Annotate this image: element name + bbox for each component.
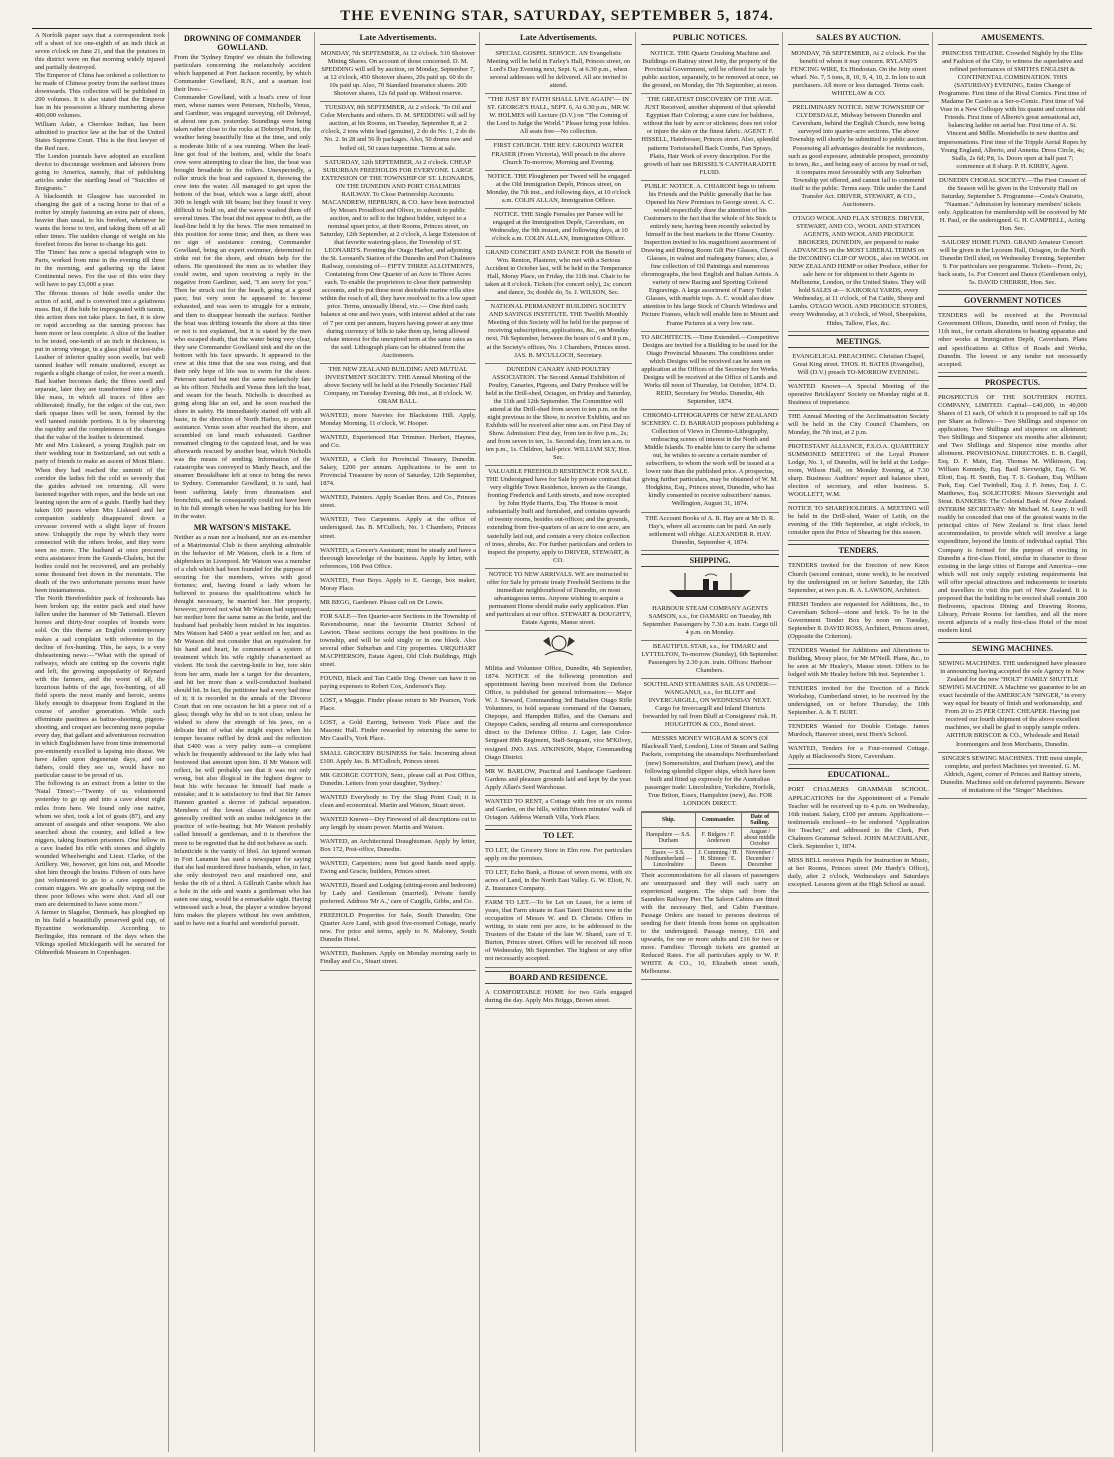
advertisement: SMALL GROCERY BUSINESS for Sale. Incoming about £100. Apply Jas. B. M'Culloch, Princes street. <box>320 748 476 770</box>
column-heading: Late Advertisements. <box>485 32 632 45</box>
advertisement: WANTED, an Architectural Draughtsman. Apply by letter, Box 172, Post-office, Dunedin. <box>320 836 476 858</box>
advertisement: NATIONAL PERMANENT BUILDING SOCIETY AND SAVINGS INSTITUTE. THE Twelfth Monthly Meeting of this Society will be held for the purpose of receiving subscriptions, applications, &c., on Monday next, 7th September, between the hours of 6 and 8 p.m., at the Society's offices, No. 1 Chambers, Princes street. JAS. B. M'CULLOCH, Secretary. <box>485 301 632 363</box>
table-header-cell: Ship. <box>642 812 696 827</box>
table-header-cell: Date of Sailing. <box>741 812 778 827</box>
advertisement: LOST, a Maggie. Finder please return to Mr Pearson, York Place. <box>320 695 476 717</box>
advertisement: GRAND CONCERT AND DANCE FOR the Benefit of Wm. Renton, Plasterer, who met with a Serious Accident in October last, will be held in the Temperance Hall, Moray Place, on Friday, the 11th inst. Chair to be taken at 8 o'clock. Tickets (for concert only), 2s; concert and dance, 3s; double do, 5s. J. WILSON, Sec. <box>485 247 632 301</box>
table-header-row <box>642 812 779 827</box>
table-cell: August / about middle October <box>741 827 778 848</box>
column-public-notices <box>638 32 783 1452</box>
advertisement: WANTED, Bushmen. Apply on Monday morning early to Findlay and Co., Stuart street. <box>320 948 476 970</box>
advertisement: SEWING MACHINES. THE undersigned have pleasure in announcing having accepted the sole Agency in New Zealand for the new "HOLT" FAMILY SHUTTLE SEWING MACHINE. A Machine we guarantee to be an exact facsimile of the AMERICAN "SINGER," in every way equal for beauty of finish and workmanship, and From 20 to 25 PER CENT. CHEAPER. Having just received our fourth shipment of the above excellent machines, we shall be glad to supply sample orders. ARTHUR BRISCOE & CO., Wholesale and Retail Ironmongers and Iron Merchants, Dunedin. <box>938 658 1087 753</box>
advertisement: MR GEORGE COTTON, Senr., please call at Post Office, Dunedin. Letters from your daughter, 'Sydney.' <box>320 770 476 792</box>
news-paragraph: The Emperor of China has ordered a collection to be made of Chinese poetry from the earliest times downwards. This collection will be published in 200 volumes. It is also stated that the Emperor has in his possession a library numbering above 400,000 volumes. <box>35 72 165 120</box>
advertisement: SPECIAL GOSPEL SERVICE. AN Evangelistic Meeting will be held in Farley's Hall, Princes street, on Lord's Day Evening next, Sept. 6, at 6.30 p.m., when several addresses will be delivered. All are invited to attend. <box>485 48 632 94</box>
advertisement: MESSRS MONEY WIGRAM & SON'S (Of Blackwall Yard, London), Line of Steam and Sailing Packets, comprising the steamships Northumberland (new) Somersetshire, and Durham (new), and the following splendid clipper ships, which have been built and fitted up expressly for the Australian passenger trade: Lincolnshire, Yorkshire, Norfolk, True Briton, Essex, Hampshire (new), &c. FOR LONDON DIRECT. <box>641 733 779 811</box>
advertisement: NOTICE. THE Quartz Crushing Machine and Buildings on Rattray street Jetty, the property of the Provincial Government, will be offered for sale by public auction, separately, to be removed at once, on the ground, on Monday, the 7th September, at noon. <box>641 48 779 94</box>
advertisement: TO LET, the Grocery Store in Elm row. For particulars apply on the premises. <box>485 845 632 867</box>
advertisement: WANTED Known—A Special Meeting of the operative Bricklayers' Society on Monday night at 8. Business of importance. <box>788 381 929 411</box>
advertisement: FARM TO LET.—To be Let on Lease, for a term of years, that Farm situate in East Taieri District now in the occupation of Messrs W. and D. Christie. Offers in writing, to state rent per acre, to be addressed to the Trustees of the Estate of the late W. Shand, care of T. Burton, Princes street. Offers will be received till noon of Wednesday, 9th September. The highest or any offer not necessarily accepted. <box>485 897 632 967</box>
column-heading: Late Advertisements. <box>320 32 476 45</box>
news-paragraph: The 'Times' has now a special telegraph wire to Paris, worked from nine in the evening till three in the morning, and gathering up the latest Continental news. For the use of this wire they will have to pay £3,000 a year. <box>35 249 165 289</box>
advertisement: A COMFORTABLE HOME for two Girls engaged during the day. Apply Mrs Briggs, Brown street. <box>485 987 632 1009</box>
advertisement: WANTED, Painters. Apply Scanlan Bros. and Co., Princes street. <box>320 492 476 514</box>
advertisement: PROTESTANT ALLIANCE, F.S.O.A. QUARTERLY SUMMONED MEETING of the Loyal Pioneer Lodge, No. 1, of Dunedin, will be held at the Lodge-room, Wilson Hall, on Monday Evening, at 7.30 sharp. Business: Auditors' report and balance sheet, election of secretary, and other business. S. WOOLLETT, W.M. <box>788 441 929 503</box>
advertisement: DUNEDIN CANARY AND POULTRY ASSOCIATION. The Second Annual Exhibition of Poultry, Canaries, Pigeons, and Dairy Produce will be held in the Drill-shed, Octagon, on Friday and Saturday, the 11th and 12th September. The Committee will attend at the Drill-shed from seven to ten p.m. on the night previous to the Show, to receive Exhibits, and no Exhibits will be received after nine a.m. on First Day of Show. Admission: First day, from ten to five p.m., 2s; and from seven to ten, 1s. Second day, from ten a.m. to ten p.m., 1s. Children, half-price. WILLIAM SLY, Hon. Sec. <box>485 364 632 467</box>
advertisement: PORT CHALMERS GRAMMAR SCHOOL. APPLICATIONS for the Appointment of a Female Teacher will be received up to 4 p.m. on Wednesday, 16th instant. Salary, £100 per annum. Applications—testimonials enclosed—to be endorsed "Application for Teacher," and addressed to the Clerk, Port Chalmers Grammar School. JOHN MACFARLANE, Clerk. September 1, 1874. <box>788 784 929 854</box>
advertisement: MR BEGG, Gardener. Please call on Dr Lowis. <box>320 597 476 611</box>
advertisement: OTAGO WOOL AND FLAX STORES. DRIVER, STEWART, AND CO., WOOL AND STATION AGENTS, AND WOOL AND PRODUCE BROKERS, DUNEDIN, are prepared to make ADVANCES on the MOST LIBERAL TERMS on the INCOMING CLIP OF WOOL, also on WOOL on NEW ZEALAND HEMP or other Produce, either for sale here or for shipment to their Agents in Melbourne, London, or the United States. They will hold SALES at— KAIKORAI YARDS, every Wednesday, at 11 o'clock, of Fat Cattle, Sheep and Lambs. OTAGO WOOL AND PRODUCE STORES, every Wednesday, at 3 o'clock, of Wool, Sheepskins, Hides, Tallow, Flax, &c. <box>788 213 929 332</box>
advertisement: WANTED, Two Carpenters. Apply at the office of undersigned. Jas. B. M'Culloch, No. 1 Chambers, Princes street. <box>320 514 476 544</box>
advertisement: WANTED, Board and Lodging (sitting-room and bedroom) by Lady and Gentleman (married). Private family preferred. Address 'Mr A.,' care of Cargills, Gibbs, and Co. <box>320 880 476 910</box>
newspaper-masthead: THE EVENING STAR, SATURDAY, SEPTEMBER 5, 1874. <box>340 8 774 24</box>
column-articles <box>171 32 315 1452</box>
advertisement: BEAUTIFUL STAR, s.s., for TIMARU and LYTTELTON, To-morrow (Sunday), 6th September. Passengers by 2.30 p.m. train. Offices: Harbour Chambers. <box>641 641 779 679</box>
advertisement: EVANGELICAL PREACHING. Christian Chapel, Great King street. THOS. H. BATES (Evangelist), Will (D.V.) preach TO-MORROW EVENING. <box>788 351 929 381</box>
masthead-rule <box>32 28 1092 29</box>
advertisement: PUBLIC NOTICE. A. CHIARONI begs to inform his Friends and the Public generally that he has Opened his New Premises in George street. A. C. would respectfully draw the attention of his Customers to the fact that the whole of his Stock is entirely new, having been recently selected by himself in the best markets in the Home Country. Inspection invited to his magnificent assortment of Drawing and Dining Room Gilt Pier Glasses, Chevel Glasses, in walnut and mahogany frames; also, a fine collection of Oil Paintings and numerous chromographs, the best English and Italian Artists. A variety of new Racing and Sporting Colored Engravings. A large assortment of Fancy Toilet Glasses, with marble tops. A. C. would also draw attention to his large Stock of Church Windows and Picture Frames, which will enable him to Mount and Frame Pictures at a very low rate. <box>641 181 779 332</box>
advertisement: SAILORS' HOME FUND. GRAND Amateur Concert will be given in the Lyceum Hall, Octagon, in the North Dunedin Drill shed, on Wednesday Evening, September 9. For particulars see programme. Tickets—Front, 2s; back seats, 1s. For Concert and Dance (Gentlemen only), 5s. DAVID CHERRIE, Hon. Sec. <box>938 237 1087 291</box>
advertisement: WANTED, Experienced Hat Trimmer. Herbert, Haynes, and Co. <box>320 432 476 454</box>
advertisement: DUNEDIN CHORAL SOCIETY.—The First Concert of the Season will be given in the University Hall on Saturday, September 5. Programme—Costa's Oratorio, "Naaman." Admission by honorary members' tickets only. Application for membership will be received by Mr H. Paul, or the undersigned. G. H. CAMPBELL, Acting Hon. Sec. <box>938 175 1087 237</box>
article-title-watson: MR WATSON'S MISTAKE. <box>193 522 292 532</box>
column-heading: PUBLIC NOTICES. <box>641 32 779 45</box>
news-paragraph: The fibrous tissues of hide swells under the action of acid, and is converted into a gelatinous mass. But, if the hide be impregnated with tannin, this action does not take place. In fact, it is slow or rapid according as the tanning process has been more or less complete. A slice of the leather to be tested, one-tenth of an inch in thickness, is put in strong vinegar, in a glass phial or test-tube. Leather of inferior quality soon swells, but well tanned leather will remain unaltered, except as regards a slight change of color, for over a month. Bad leather becomes dark; the fibres swell and separate, later they are transformed into a jelly-like mass, in which all traces of fibre are obliterated; finally, for the edges of the cut, two dark opaque lines will be seen, formed by the well tanned outside portions. It is by observing the rapidity and the completeness of the changes that the value of the leather is determined. <box>35 289 165 442</box>
advertisement: FIRST CHURCH. THE REV. GROUND WATER FRASER (From Victoria), Will preach in the above Church To-morrow, Morning and Evening. <box>485 140 632 170</box>
article-title-drowning: DROWNING OF COMMANDER GOWLLAND. <box>183 34 302 52</box>
section-heading: SEWING MACHINES. <box>938 642 1087 655</box>
table-header-cell: Commander. <box>695 812 741 827</box>
table-cell: Essex — S.S. Northumberland — Lincolnshire <box>642 848 696 869</box>
advertisement: VALUABLE FREEHOLD RESIDENCE FOR SALE. THE Undersigned have for Sale by private contract that very eligible Town Residence, known as the Grange, fronting Frederick and Leith streets, and now occupied by John Hyde Harris, Esq. The House is most substantially built and furnished, and contains upwards of twenty rooms, besides out-offices; and the grounds, extending from five-quarters of an acre to one acre, are tastefully laid out, and contain a very choice collection of trees, shrubs, &c. For further particulars and orders to inspect the property, apply to DRIVER, STEWART, & CO. <box>485 466 632 569</box>
news-paragraph: A blacksmith in Glasgow has succeeded in changing the gait of a racing horse to that of a trotter by simply fastening an extra pair of shoes, heavier than usual, to his forefeet, whenever he wants the horse to trot, and taking them off at all other times. The sudden change of weight on his forefeet forces the horse to change his gait. <box>35 192 165 249</box>
advertisement: CHROMO-LITHOGRAPHS OF NEW ZEALAND SCENERY. C. D. BARRAUD proposes publishing a Collection of Views in Chromo-Lithography, embracing scenes of interest in the North and Middle Islands. To enable him to carry the scheme out, he wishes to secure a certain number of subscribers, to whom the work will be issued at a lower rate than the published price. A prospectus, giving further particulars, may be obtained of W. M. Hodgkins, Esq., Princes street, Dunedin, who has kindly consented to receive subscribers' names. Wellington, August 31, 1874. <box>641 410 779 513</box>
advertisement: TO ARCHITECTS.—Time Extended.—Competitive Designs are invited for a Building to be used for the Otago Provincial Museum. The conditions under which Designs will be received can be seen on application at the Offices of the Secretary for Works. Designs will be received at the Office of Lands and Works till noon of Thursday, 1st October, 1874. D. REID, Secretary for Works. Dunedin, 4th September, 1874. <box>641 332 779 410</box>
advertisement: FOUND, Black and Tan Cattle Dog. Owner can have it on paying expenses to Robert Cox, Anderson's Bay. <box>320 673 476 695</box>
article-paragraph: Infanticide is the vanity of libel. An injured woman in Fort Lanamie has sued a newspaper for saying that she had murdered three husbands, when, in fact, she only destroyed two and murdered one, and broke the rib of a third. A Gillruth Canbe which has a hole in the side and wants a gentleman who has eaten one sing, would be a remarkable sight. Having witnessed such a boat, the player a window beyond him makes the players without his own ambition, said to have not a fearful and wonderful pursuit. <box>174 847 311 927</box>
advertisement: WANTED, Four Boys. Apply to E. George, box maker, Moray Place. <box>320 575 476 597</box>
advertisement: WANTED Everybody to Try the Shag Point Coal; it is clean and economical. Martin and Watson, Stuart street. <box>320 792 476 814</box>
advertisement: TO LET, Echo Bank, a House of seven rooms, with six acres of Land, in the North East Valley. G. W. Eliott, N. Z. Insurance Company. <box>485 867 632 897</box>
advertisement: MONDAY, 7th SEPTEMBER, At 12 o'clock. 510 Shotover Mining Shares. On account of those concerned. D. M. SPEDDING will sell by auction, on Monday, September 7, at 12 o'clock, 450 Shotover shares, 20s paid up. 60 do do 10s paid up. Also, 70 Standard Insurance shares. 200 Shotover shares, 12s 6d paid up. Without reserve. <box>320 48 476 102</box>
advertisement: SOUTHLAND STEAMERS SAIL AS UNDER:— WANGANUI, s.s., for BLUFF and INVERCARGILL, ON WEDNESDAY NEXT. Cargo for Invercargill and Inland Districts forwarded by rail from Bluff at Consignees' risk. H. HOUGHTON & CO., Bond street. <box>641 679 779 733</box>
news-paragraph: The North Herefordshire pack of foxhounds has been broken up; the entire pack and stud have fallen under the hammer of Mr Tattersall. Eleven horses and thirty-four couples of hounds were sold. On this theme an English contemporary makes a sad complaint with reference to the decline of fox-hunting. This, he says, is a very disheartening news:—"What with the spread of railways, which are cutting up the coverts right and left, the growing unpopularity of Reynard with the farmers, and the worst of all, the luxurious habits of the age, fox-hunting, of all field sports the most manly and heroic, seems likely enough to disappear from England in the course of another generation. While such effeminate pastimes as battue-shooting, pigeon-shooting, and croquet are becoming more popular every day, that gallant and adventurous recreation in which Englishmen have from time immemorial pre-eminently excelled is lapsing into disuse. We have fallen upon degenerate days, and our fathers, could they see us, would have no particular cause to be proud of us. <box>35 595 165 780</box>
page-columns <box>32 32 1094 1452</box>
section-heading: GOVERNMENT NOTICES <box>938 294 1087 307</box>
advertisement: THE GREATEST DISCOVERY OF THE AGE. JUST Received, another shipment of that splendid Egyptian Hair Coloring; a sure cure for baldness, without the hair by acre or stickness; does not color or injure the skin or the finest fabric. AGENT: F. HISSELL, Hairdresser, Princes street. Also, splendid patterns Tortoiseshell Back Combs, Fan Sprays, Plaits, Hair Work of every description. For the growth of hair use BRISSEL'S CANTHARADITE FLUID. <box>641 94 779 180</box>
advertisement: NOTICE TO SHAREHOLDERS. A MEETING will be held in the Drill-shed, Water of Leith, on the evening of the 19th September, at eight o'clock, to consider upon the Price of Shearing for this season. <box>788 503 929 541</box>
advertisement: SATURDAY, 12th SEPTEMBER, At 2 o'clock. CHEAP SUBURBAN FREEHOLDS FOR EVERYONE. LARGE EXTENSION OF THE TOWNSHIP OF ST. LEONARDS, ON THE DUNEDIN AND PORT CHALMERS RAILWAY. To Close Partnership Accounts. MACANDREW, HEPBURN, & CO. have been instructed by Messrs Proudfoot and Oliver, to submit to public auction, and to sell to the highest bidder, subject to a nominal upset price, at their Rooms, Princes street, on Saturday, 12th September, at 2 o'clock, A large Extension of that favorite watering-place, the Township of ST. LEONARD'S. Fronting the Otago Harbor, and adjoining the St. Leonard's Station of the Dunedin and Port Chalmers Railway, consisting of— FIFTY THREE ALLOTMENTS, Containing from One Quarter of an Acre to Three Acres each. To enable the proprietors to close their partnership accounts, and to put these most desirable marine villa sites within the reach of all, they have resolved to fix a low upset price. Terms, unusually liberal, viz.:— One third cash; balance at one and two years, with interest added at the rate of 7 per cent per annum, buyers having power at any time during currency of bills to take them up, being allowed rebate interest for the unexpired term at the same rates as the said. Lithograph plans can be obtained from the Auctioneers. <box>320 157 476 364</box>
advertisement: MR W. BARLOW, Practical and Landscape Gardener. Gardens and pleasure grounds laid and kept by the year. Apply Allan's Seed Warehouse. <box>485 766 632 796</box>
table-cell: J. Cumming / H. H. Shinner / E. Dawes <box>695 848 741 869</box>
advertisement: Militia and Volunteer Office, Dunedin, 4th September, 1874. NOTICE of the following promotion and appointment having been received from the Defence Office, is published for general information:— Major W. J. Steward, Commanding 3rd Battalion Otago Rifle Volunteers, to hold separate command of the Oamaru, Otepopo, and Hampden Rifles, and the Oamaru and Otepopo Cadets, sending all returns and correspondence direct to the Defence Office. J. Lager, late Color-Sergeant 89th Regiment, Staff-Sergeant, vice M'Kilvey, resigned. JNO. JAS. ATKINSON, Major, Commanding Otago District. <box>485 663 632 766</box>
sailing-table <box>641 812 779 870</box>
table-row <box>642 827 779 848</box>
column-late-ads-1 <box>317 32 480 1452</box>
advertisement: THE Annual Meeting of the Acclimatisation Society will be held in the City Council Chambers, on Monday, the 7th inst, at 2 p.m. <box>788 411 929 441</box>
news-paragraph: A farmer in Slagelse, Denmark, has ploughed up in his field a beautifully preserved gold cup, of Byzantine workmanship. According to Berlingske, this remnant of the days when the Vikings spoiled Micklegarth will be secured for Oldnordisk Museum in Copenhagen. <box>35 909 165 957</box>
advertisement: MONDAY, 7th SEPTEMBER, At 2 o'clock. For the benefit of whom it may concern. RYLAND'S FENCING WIRE, Ex Hindostan. On the Jetty street wharf. No. 7, 5 tons, 8, 10, 9, 4, 10, 2. In lots to suit purchasers. All more or less damaged. Terms cash. WHITELAW & CO. <box>788 48 929 102</box>
advertisement: HARBOUR STEAM COMPANY AGENTS SAMSON, s.s., for OAMARU on Tuesday, 8th September. Passengers by 7.30 a.m. train. Cargo till 4 p.m. on Monday. <box>641 603 779 641</box>
advertisement: FRESH Tenders are requested for Additions, &c., to Caversham School—stone and brick. To be in the Government Tender Box by noon on Tuesday, September 8. DAVID ROSS, Architect, Princes street, (Opposite the Criterion). <box>788 599 929 645</box>
advertisement: WANTED, Carpenters; none but good hands need apply. Ewing and Gracie, builders, Princes street. <box>320 858 476 880</box>
advertisement: "THE JUST BY FAITH SHALL LIVE AGAIN"— IN ST. GEORGE'S HALL, SEPT. 6, At 6.30 p.m., MR W. W. HOLMES will Lecture (D.V.) on "The Coming of the Lord to Judge the World." Please bring your bibles. All seats free—No collection. <box>485 94 632 140</box>
advertisement: TENDERS invited for the Erection of new Knox Church (second contract, stone work), to be received by the undersigned on or before Saturday, the 12th September, at two p.m. R. A. LAWSON, Architect. <box>788 560 929 598</box>
advertisement: PROSPECTUS OF THE SOUTHERN HOTEL COMPANY, LIMITED. Capital—£40,000, in 40,000 Shares of £1 each, Of which it is proposed to call up 10s per Share as follows:— Two Shillings and sixpence on application; Two Shillings and sixpence on allotment; Two Shillings and Sixpence six months after allotment; and Two Shillings and Sixpence nine months after allotment. PROVISIONAL DIRECTORS. E. B. Cargill, Esq. D. F. Main, Esq. Thomas M. Wilkinson, Esq. William Kennedy, Esq. Basil Sievwright, Esq. G. W. Eliott, Esq. H. Smith, Esq. T. S. Graham, Esq. William Park, Esq. Carl Twinbull, Esq. J. F. Jones, Esq. J. C. Matthews, Esq. SOLICITORS: Messrs Sievwright and Stout. BANKERS: The Colonial Bank of New Zealand. INTERIM SECRETARY: Mr Michael M. Leary. It will readily be conceded that one of the greatest wants in the principal cities of New Zealand is first class hotel accommodation, to provide which will involve a large expenditure, beyond the limits of individual capital. This Company is formed for the purpose of erecting in Dunedin a first-class Hotel, similar in character to those existing in the large cities of Europe and America—one which will not only supply existing requirements but will offer special attractions and inducements to tourists and travellers to visit this part of New Zealand. It is proposed that the building to be erected shall contain 200 Bedrooms, spacious Dining and Drawing Rooms, Library, Private Rooms for families, and all the more recent adjuncts of a really first-class Hotel of the most modern kind. <box>938 392 1087 639</box>
column-heading: SALES BY AUCTION. <box>788 32 929 45</box>
news-paragraph: A Norfolk paper says that a correspondent took off a sheet of ice one-eighth of an inch thick at seven o'clock on June 21, and that the potatoes in this district were on that morning widely injured and partially destroyed. <box>35 32 165 72</box>
section-heading: EDUCATIONAL. <box>788 768 929 781</box>
advertisement: WANTED, a Grocer's Assistant; must be steady and have a thorough knowledge of the business. Apply by letter, with references, 108 Post Office. <box>320 545 476 575</box>
section-heading: TO LET. <box>485 829 632 842</box>
royal-coat-of-arms-icon <box>485 633 632 661</box>
section-heading: SHIPPING. <box>641 554 779 567</box>
advertisement: PRINCESS THEATRE. Crowded Nightly by the Elite and Fashion of the City, to witness the superlative and refined performances of SMITH'S ENGLISH & CONTINENTAL COMBINATION. THIS (SATURDAY) EVENING, Entire Change of Programme. First time of the Rival Comics. First time of Madame De Castro as a Ser-o-Comic. First time of Val Vose in a New Colloquy with his quaint and curious old Friends. First time of Alberto's great sensational act, balancing ladder on aerial bar. First time of A. St. Vincent and Mdlle. Montebello in new duettos and impersonations. First time of the Tripple Aerial Ropes by Young England, Alberto, and Annetta. Dress Circle, 4s; Stalls, 2s 6d; Pit, 1s. Doors open at half past 7; commence at 8 sharp. P. H. KIRBY, Agent. <box>938 48 1087 175</box>
table-cell: Hampshire — S.S. Durham <box>642 827 696 848</box>
advertisement: SINGER'S SEWING MACHINES. THE most simple, complete, and perfect Machines yet invented. G. M. Aldrich, Agent, corner of Princes and Rattray streets, Dunedin. Machines sold on deferred payments. Beware of imitations of the "Singer" Machines. <box>938 753 1087 799</box>
article-paragraph: From the 'Sydney Empire' we obtain the following particulars concerning the melancholy accident which happened at Port Jackson recently, by which Commander Gowlland, R.N., and a seaman lost their lives:— <box>174 54 311 94</box>
table-row <box>642 848 779 869</box>
advertisement: TENDERS will be received at the Provincial Government Offices, Dunedin, until noon of Friday, the 11th inst., for certain alterations to heating apparatus and other works at Immigration Depôt, Caversham. Plans and specifications at Office of Roads and Works, Dunedin. The lowest or any tender not necessarily accepted. <box>938 310 1087 372</box>
advertisement: WANTED Known—Dry Firewood of all descriptions cut to any length by steam power. Martin and Watson. <box>320 814 476 836</box>
advertisement: NOTICE. THE Single Females per Parsee will be engaged at the Immigration Depôt, Caversham, on Wednesday, the 9th instant, and following days, at 10 o'clock a.m. COLIN ALLAN, Immigration Officer. <box>485 209 632 247</box>
news-paragraph: The following is an extract from a letter to the 'Natal Times':—"Twenty of us volunteered yesterday to go up and into a cave about eight miles from here. We found only one native, whom we shot, took a lot of goats (87), and any amount of assegais and other weapons. We also searched about the country, and killed a few niggers, taking fourteen prisoners. One fellow in a cave loaded his rifle with stones and slightly wounded Wheelwright and Lieut. Clarke, of the Artillery. We, however, got him out, and Moodie shot him through the brains. Fifteen of ours have just volunteered to go to a cave supposed to contain niggers. We are gradually wiping out the three poor fellows who were shot. And all our men are determined to have some more." <box>35 780 165 909</box>
advertisement: TENDERS Wanted for Additions and Alterations to Building, Moray place, for Mr M'Neill. Plans, &c., to be seen at Mr Healey's, Manse street. Offers to be lodged with Mr Healey before 9th inst. September 1. <box>788 645 929 683</box>
advertisement: MISS BELL receives Pupils for Instruction in Music, at her Rooms, Princes street (Mr Hardy's Office), daily, after 2 o'clock, Wednesdays and Saturdays excepted. Lessons given at the High School as usual. <box>788 855 929 893</box>
news-paragraph: Mr and Mrs Liskeard, a young English pair on their wedding tour in Switzerland, set out with a party of friends to make an ascent of Mont Blanc. When they had reached the summit of the corridor the ladies felt the cold so severely that the guides advised on returning. All were fastened together with ropes, and the bride set out leaning upon the arm of a guide. Hardly had they taken 100 paces when Mrs Liskeard and her companion suddenly disappeared down a crevasse covered with a slight layer of frozen snow. Unhappily the rope by which they were connected with the others broke, and they were seen no more. The husband at once procured extra assistance from the Grands-Chalets, but the bodies could not be recovered, and are probably some thousand feet down in the mountain. The death of the two unfortunate persons must have been instantaneous. <box>35 442 165 595</box>
news-paragraph: William Adair, a Cherokee Indian, has been admitted to practice law at the bar of the United States Supreme Court. This is the first lawyer of the Red race. <box>35 120 165 152</box>
column-sales <box>785 32 933 1452</box>
advertisement: TENDERS invited for the Erection of a Brick Workshop, Cumberland street, to be received by the undersigned, on or before Thursday, the 10th September. A. & T. BURT. <box>788 683 929 721</box>
advertisement: TUESDAY, 8th SEPTEMBER, At 2 o'clock. 'To Oil and Color Merchants and others. D. M. SPEDDING will sell by auction, at his Rooms, on Tuesday, September 8, at 2 o'clock, 2 tons white lead (genuine), 2 do do No. 1, 2 do do No. 2. In 28 and 56 lb packages. Also, 50 drums raw and boiled oil, 50 cases turpentine. Terms at sale. <box>320 102 476 156</box>
section-heading: PROSPECTUS. <box>938 376 1087 389</box>
steamship-icon <box>665 570 755 600</box>
table-cell: November / December / December <box>741 848 778 869</box>
article-paragraph: Commander Gowlland, with a boat's crew of four men, whose names were Petersen, Nicholls, Venus, and Gardiner, was engaged surveying, off Dobroyd, at about one p.m. yesterday. Soundings were being taken rather close to the rocks at Dobroyd Point, the weather being beautifully fine at the time, and only a moderate little of a sea running. When the lead-line got foul of the bottom, and, while the boat's crew were attempting to clear the line, the boat was brought broadside to the rollers. Unexpectedly, a roller struck the boat and capsized it, throwing the crew into the water. All managed to get upon the bottom of the boat, which was a large skiff, about 30ft in length with 6ft beam; but they found it very difficult to hold on, and the waves washed them off several times. The boat did not appear to drift, as the lead-line held it by the bows. The men remained in this position for some time; and then, as there was no sign of assistance coming, Commander Gowlland, being an expert swimmer, determined to strike out for the shore, and obtain help for the others. He questioned the men as to whether they could swim, and upon receiving a reply in the negative from Gardiner, said, "I am sorry for you." Then he struck out for the beach, going at a good pace; but very soon he appeared to become exhausted, and was seen to struggle for a minute, and then to disappear beneath the surface. Neither the boat was drifting towards the shore at this time or not is not explained, but it is stated by the men who escaped death, that the water being very clear, they saw Commander Gowlland sink and die on the bottom with his face upwards. It appeared to the crew at this time that the sea was rising, and that their only hope of life was to swim for the shore. Petersen started but met the same melancholy fate as his officer. Nicholls and Venus then left the boat, and swam for the beach. Nicholls is described as going along like an eel, and he soon reached the shore in safety. He immediately started off with all haste, in the direction of North Harbor, to procure assistance. Venus soon after reached the shore, and scrambled on land much exhausted. Gardiner remained clinging to the capsized boat, and he was afterwards rescued by another boat, which Nicholls was the means of sending. Information of the catastrophe was conveyed to Manly Beach, and the steamer Breadalbane left at once to bring the news to Sydney. Commander Gowlland, it is said, had been suffering lately from rheumatism and bronchitis, and he consequently could not have been in his full strength when he was battling for his life in the water. <box>174 94 311 520</box>
news-paragraph: The London journals have adopted an excellent device to discourage workmen and laborers from going to America, namely, that of publishing articles under the startling head of "Suicides of Emigrants." <box>35 152 165 192</box>
advertisement: THE Account Books of A. R. Hay are at Mr D. R. Hay's, where all accounts can be paid. An early settlement will oblige. ALEXANDER R. HAY. Dunedin, September 4, 1874. <box>641 513 779 551</box>
advertisement: FOR SALE—Ten Quarter-acre Sections in the Township of Ravensbourne, near the favourite District School of Lawton. These sections occupy the best positions in the township, and will be sold singly or in one block. Also several other Suburban and City properties. URQUHART MACPHERSON, Estate Agent, Old Club Buildings, High street. <box>320 611 476 673</box>
advertisement: WANTED, a Clerk for Provincial Treasury, Dunedin. Salary, £200 per annum. Applications to be sent to Provincial Treasurer by noon of Saturday, 12th September, 1874. <box>320 454 476 492</box>
column-amusements <box>935 32 1090 1452</box>
advertisement: TENDERS Wanted for Double Cottage. James Murdoch, Hanover street, next Horn's School. <box>788 721 929 743</box>
advertisement: WANTED, Tenders for a Four-roomed Cottage. Apply at Blackwood's Store, Caversham. <box>788 743 929 765</box>
section-heading: TENDERS. <box>788 544 929 557</box>
column-heading: AMUSEMENTS. <box>938 32 1087 45</box>
advertisement: WANTED, more Navvies for Blackstone Hill. Apply, Monday Morning, 11 o'clock, W. Hooper. <box>320 410 476 432</box>
column-late-ads-2 <box>482 32 636 1452</box>
advertisement: PRELIMINARY NOTICE. NEW TOWNSHIP OF CLYDESDALE, Midway between Dunedin and Caversham, behind the English Church, now being surveyed into quarter-acre sections. The above Township will shortly be submitted to public auction. Possessing all advantages desirable for residences, such as good exposure, admirable prospect, proximity to town, &c., and being easy of access by road or rail, it compares most favourably with any Suburban Township yet offered, and cannot fail to commend itself to the public. Terms easy. Title under the Land Transfer Act. DRIVER, STEWART, & CO., Auctioneers. <box>788 102 929 213</box>
table-cell: F. Bidgers / F. Anderson <box>695 827 741 848</box>
column-news <box>32 32 169 1452</box>
advertisement: FREEHOLD Properties for Sale, South Dunedin; One Quarter Acre Land, with good five-roomed Cottage, nearly new. For price and terms, apply to N. Maloney, South Dunedin Hotel. <box>320 910 476 948</box>
section-heading: BOARD AND RESIDENCE. <box>485 971 632 984</box>
advertisement: Their accommodations for all classes of passengers are unsurpassed and they will each carry an experienced surgeon. The ships sail from the Saunders Railway Pier. The Saloon Cabins are fitted with the necessary Bed, and Cabin Furniture. Passage Orders are issued to persons desirous of sending for their friends from home on application to the undersigned. Passage money, £16 and upwards, for one or more adults and £16 for two or more. Families: Through tickets are granted at Reduced Rates. For all particulars apply to W. P. WHITE & CO., 10, Elizabeth street south, Melbourne. <box>641 870 779 981</box>
article-paragraph: Neither as a man nor a husband, nor an ex-member of a Matrimonial Club is there anything admirable in the behavior of Mr Watson, clerk in a firm of shipbrokers in Liverpool. Mr Watson was a member of a club which had been founded for the purpose of securing for the members, wives with good fortunes; and, having found a lady whom he believed to possess the qualifications which he thought necessary, he married her. Her property, however, proved not what Mr Watson had supposed; her mother bore the same name as the bride, and the husband had probably been misled in his inquiries. Mrs Watson had £400 a year settled on her, and as Mr Watson did not consider that an equivalent for his hand and heart, he commenced a system of treatment which his wife rightly characterised as violent. He took the carving-knife to her, tore skin from her arm, made her a target for the decanters, and hit her more than a well-conducted husband should hit. In fact, the petitioner had a very bad time of it; it is recorded in the annals of the Divorce Court that on one occasion he hit a piece out of a glass; though why he did so is not clear, unless he wished to show the strength of his jaws, on a delicate hint of what she might expect when his temper became ruffled by drink and the reflection that £400 was a very paltry sum—a complaint which he frequently addressed to the lady who had bestowed that amount upon him. If Mr Watson will reflect, he will probably see that it was not only wrong, but also illogical in the highest degree to beat his wife because he himself had made a mistake; and it is satisfactory to find that Sir James Hannen granted a decree of judicial separation. Members of the lowest classes of society are generally credited with an undue indulgence in the practice of wife-beating; but Mr Watson probably called himself a gentleman, and it is therefore the more to be regretted that he did not behave as such. <box>174 533 311 847</box>
section-heading: MEETINGS. <box>788 335 929 348</box>
advertisement: THE NEW ZEALAND BUILDING AND MUTUAL INVESTMENT SOCIETY. THE Annual Meeting of the above Society will be held at the Friendly Societies' Hall Company, on Tuesday Evening, 8th inst., at 8 o'clock. W. ORAM BALL. <box>320 364 476 410</box>
advertisement: LOST, a Gold Earring, between York Place and the Masonic Hall. Finder rewarded by returning the same to Mrs Casell's, York Place. <box>320 717 476 747</box>
advertisement: NOTICE TO NEW ARRIVALS. WE are instructed to offer for Sale by private treaty Freehold Sections in the immediate neighbourhood of Dunedin, on most advantageous terms. Anyone wishing to acquire a permanent Home should make early application. Plan and particulars at our office. STEWART & DOUGHTY, Estate Agents, Manse street. <box>485 569 632 631</box>
advertisement: NOTICE. THE Ploughmen per Tweed will be engaged at the Old Immigration Depôt, Princes street, on Monday, the 7th inst., and following days, at 10 o'clock a.m. COLIN ALLAN, Immigration Officer. <box>485 171 632 209</box>
advertisement: WANTED TO RENT, a Cottage with five or six rooms and Garden, on the hills, within fifteen minutes' walk of Octagon. Address Warrath Villa, York Place. <box>485 796 632 826</box>
